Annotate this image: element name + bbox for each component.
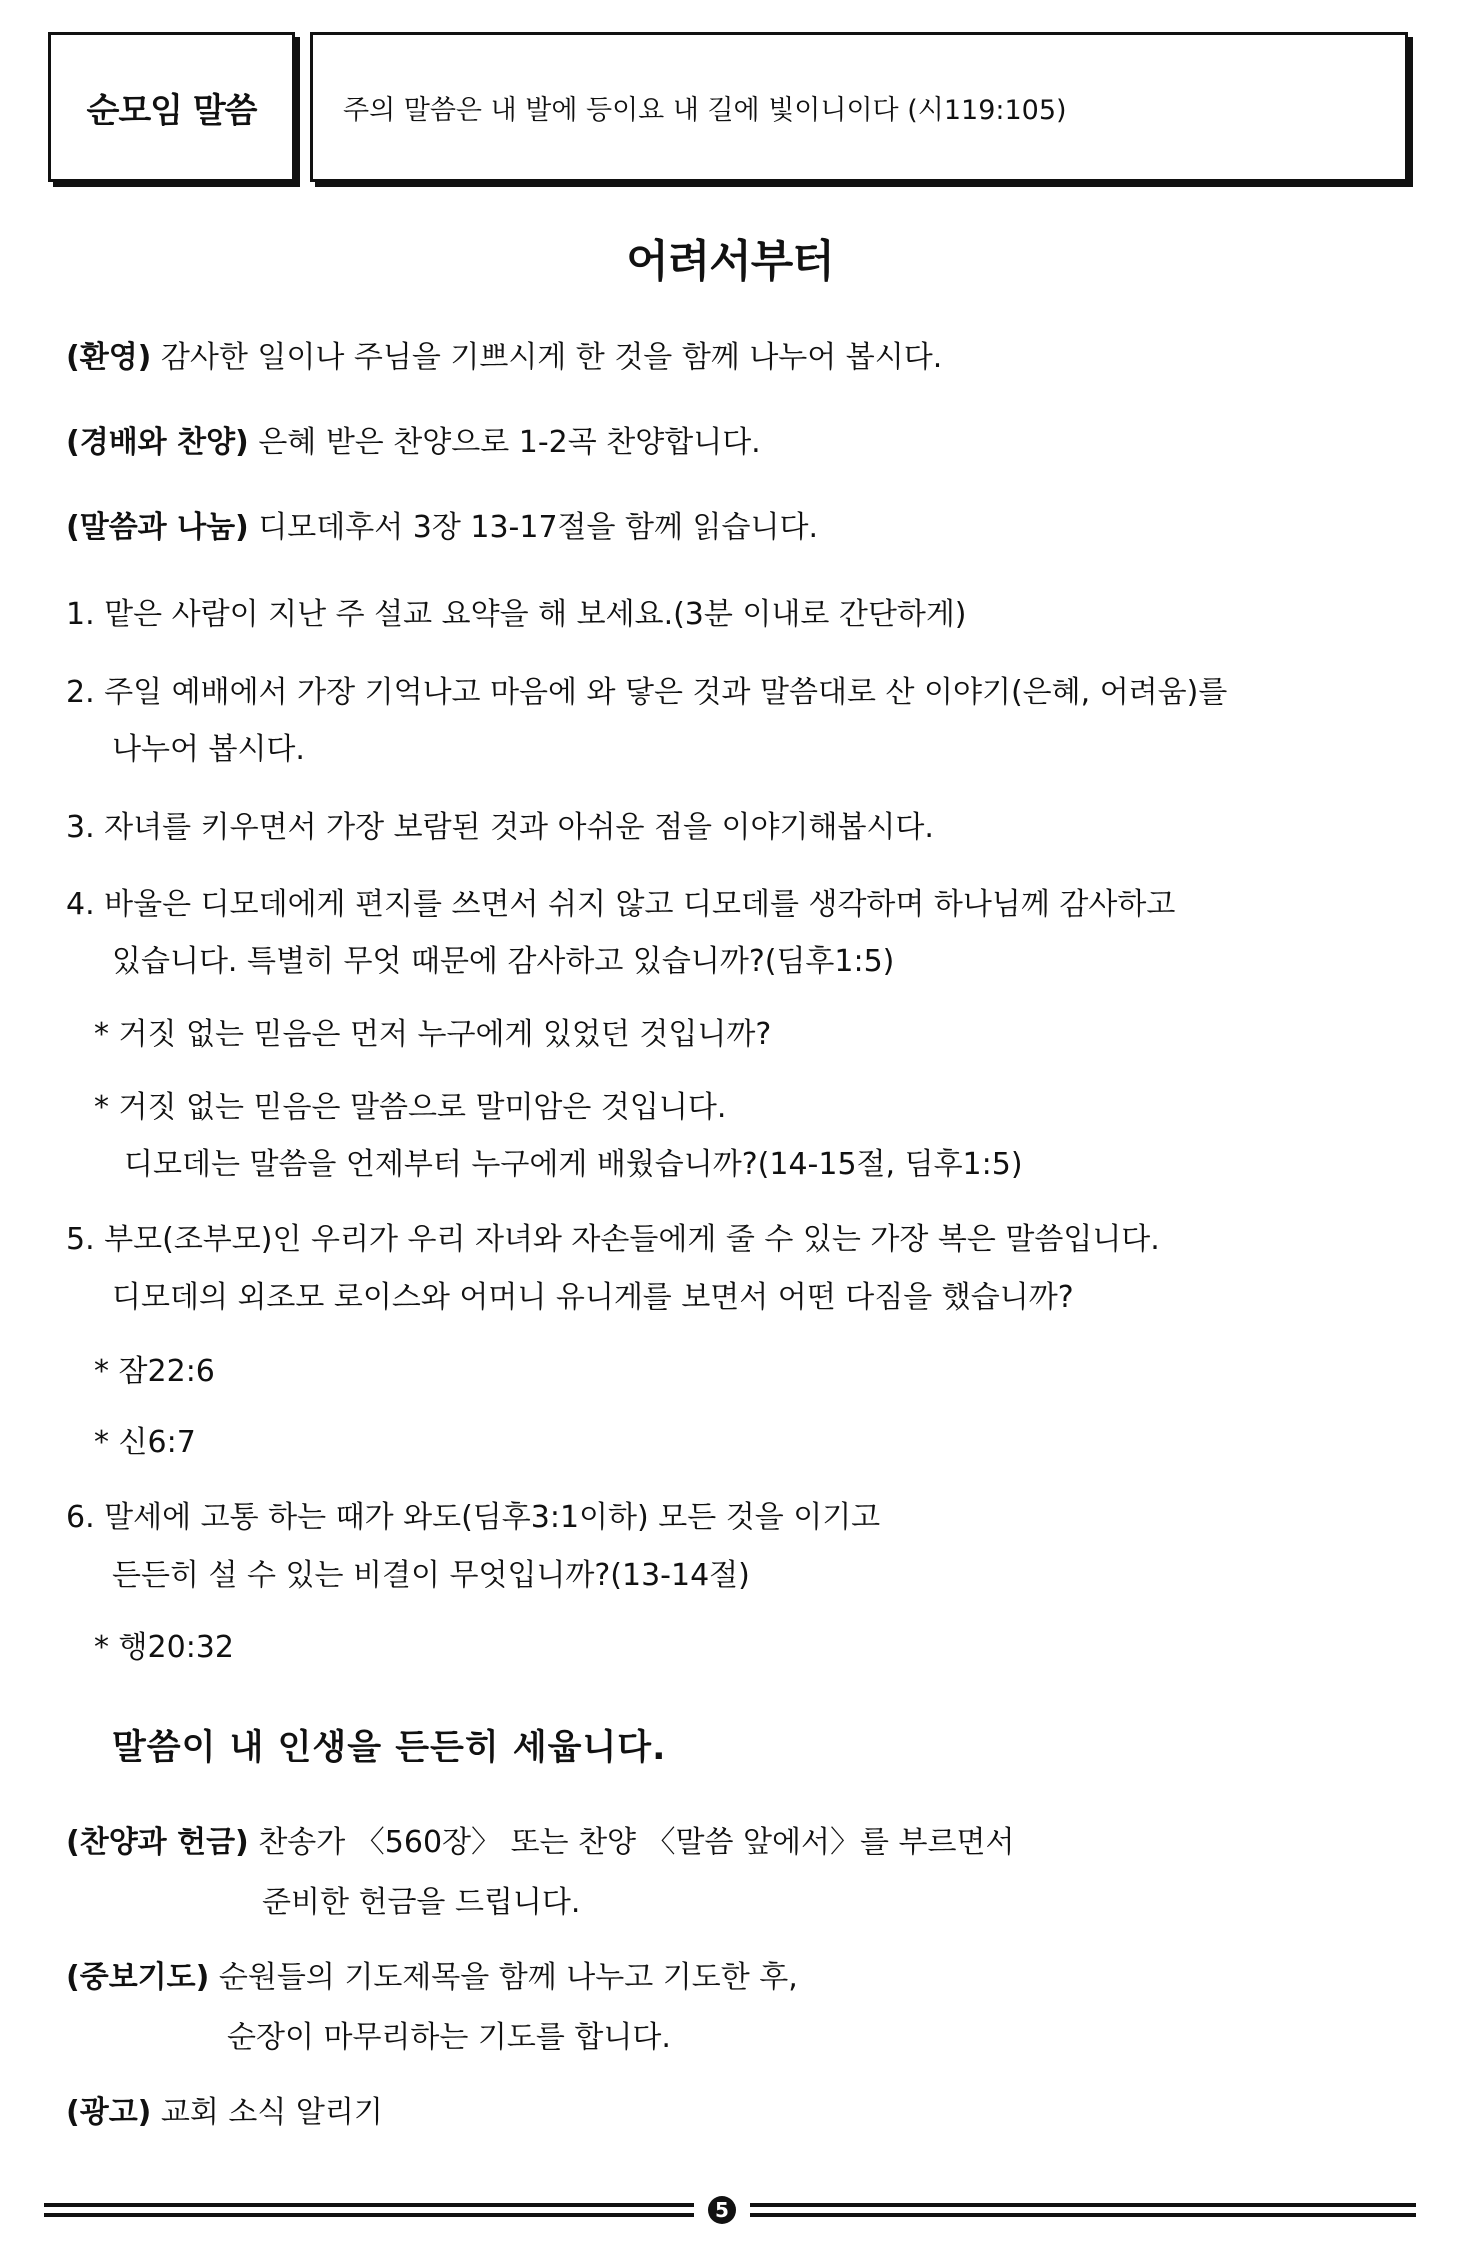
page-title: 어려서부터 [626,236,834,287]
page-footer [44,2200,1416,2224]
question-6-ref: * 행20:32 [94,1630,234,1665]
question-5-line1: 5. 부모(조부모)인 우리가 우리 자녀와 자손들에게 줄 수 있는 가장 복은 말씀입니다. [66,1222,1160,1257]
question-5-ref1: * 잠22:6 [94,1354,215,1389]
word-line [66,510,818,546]
page-number: 5 [708,2196,736,2224]
offering-text-cont: 준비한 헌금을 드립니다. [262,1885,581,1920]
footer-rule-left-top [44,2203,694,2207]
footer-rule-right-bottom [750,2213,1416,2217]
question-4-line1: 4. 바울은 디모데에게 편지를 쓰면서 쉬지 않고 디모데를 생각하며 하나님께 감사하고 [66,887,1176,922]
prayer-text-cont: 순장이 마무리하는 기도를 합니다. [227,2020,671,2055]
prayer-label: (중보기도) [66,1960,210,1995]
header-label: 순모임 말씀 [86,90,257,131]
word-text: 디모데후서 3장 13-17절을 함께 읽습니다. [248,510,818,545]
question-4-sub1: * 거짓 없는 믿음은 먼저 누구에게 있었던 것입니까? [94,1017,772,1052]
question-6-line1: 6. 말세에 고통 하는 때가 와도(딤후3:1이하) 모든 것을 이기고 [66,1500,881,1535]
header-label-box [48,32,295,182]
notice-line [66,2095,383,2131]
offering-label: (찬양과 헌금) [66,1825,249,1860]
question-5-line2: 디모데의 외조모 로이스와 어머니 유니게를 보면서 어떤 다짐을 했습니까? [112,1280,1074,1315]
welcome-text: 감사한 일이나 주님을 기쁘시게 한 것을 함께 나누어 봅시다. [151,340,943,375]
welcome-label: (환영) [66,340,152,375]
word-label: (말씀과 나눔) [66,510,249,545]
question-3: 3. 자녀를 키우면서 가장 보람된 것과 아쉬운 점을 이야기해봅시다. [66,810,934,845]
question-5-ref2: * 신6:7 [94,1425,196,1460]
header-verse: 주의 말씀은 내 발에 등이요 내 길에 빛이니이다 (시119:105) [343,94,1067,126]
notice-text: 교회 소식 알리기 [151,2095,383,2130]
prayer-text: 순원들의 기도제목을 함께 나누고 기도한 후, [209,1960,798,1995]
question-4-sub2-cont: 디모데는 말씀을 언제부터 누구에게 배웠습니까?(14-15절, 딤후1:5) [124,1147,1023,1182]
question-4-sub2: * 거짓 없는 믿음은 말씀으로 말미암은 것입니다. [94,1090,727,1125]
question-2-line1: 2. 주일 예배에서 가장 기억나고 마음에 와 닿은 것과 말씀대로 산 이야기(은혜, 어려움)를 [66,675,1228,710]
question-2-line2: 나누어 봅시다. [112,732,305,767]
prayer-line [66,1960,798,1996]
question-1: 1. 맡은 사람이 지난 주 설교 요약을 해 보세요.(3분 이내로 간단하게) [66,597,967,632]
offering-text: 찬송가 〈560장〉 또는 찬양 〈말씀 앞에서〉를 부르면서 [248,1825,1015,1860]
worship-label: (경배와 찬양) [66,425,249,460]
question-6-line2: 든든히 설 수 있는 비결이 무엇입니까?(13-14절) [112,1558,750,1593]
question-4-line2: 있습니다. 특별히 무엇 때문에 감사하고 있습니까?(딤후1:5) [112,944,895,979]
worship-line [66,425,761,461]
notice-label: (광고) [66,2095,152,2130]
offering-line [66,1825,1014,1861]
emphasis-statement: 말씀이 내 인생을 든든히 세웁니다. [112,1728,667,1768]
header-verse-box [310,32,1408,182]
welcome-line [66,340,942,376]
footer-rule-right-top [750,2203,1416,2207]
worship-text: 은혜 받은 찬양으로 1-2곡 찬양합니다. [248,425,761,460]
footer-rule-left-bottom [44,2213,694,2217]
